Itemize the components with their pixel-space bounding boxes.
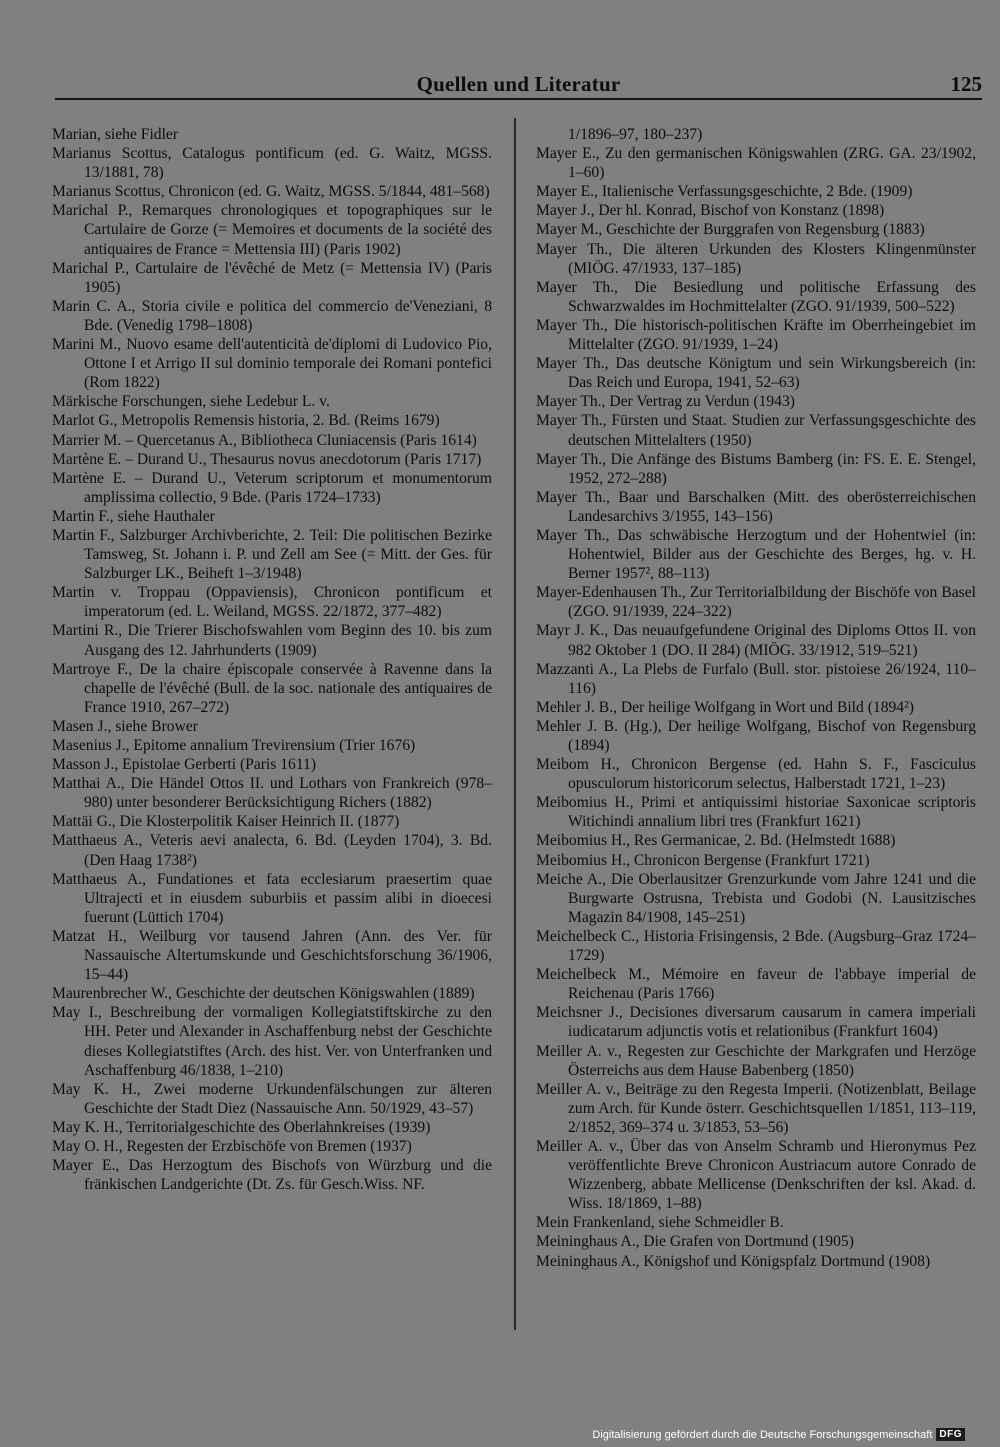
bibliography-entry: Martin F., siehe Hauthaler [52, 507, 215, 525]
bibliography-entry: Marichal P., Remarques chronologiques et topographiques sur le Cartulaire de Gorze (= Memoires et documents de la société des antiquaires de France = Mettensia III) (Paris 1902) [52, 202, 492, 258]
page-number: 125 [950, 72, 982, 96]
bibliography-entry: Meibomius H., Chronicon Bergense (Frankfurt 1721) [536, 851, 870, 869]
bibliography-entry: Meichsner J., Decisiones diversarum causarum in camera imperiali iudicatarum adjunctis votis et relationibus (Frankfurt 1604) [536, 1004, 976, 1041]
header-rule [55, 98, 982, 100]
bibliography-entry: Martène E. – Durand U., Veterum scriptorum et monumentorum amplissima collectio, 9 Bde. (Paris 1724–1733) [52, 469, 492, 506]
bibliography-entry: Meichelbeck M., Mémoire en faveur de l'abbaye imperial de Reichenau (Paris 1766) [536, 966, 976, 1003]
bibliography-entry: Martroye F., De la chaire épiscopale conservée à Ravenne dans la chapelle de l'évêché (Bull. de la soc. nationale des antiquaires de France 1910, 267–272) [52, 660, 492, 716]
bibliography-entry: Matthai A., Die Händel Ottos II. und Lothars von Frankreich (978–980) unter besonderer Berücksichtigung Richers (1882) [52, 775, 492, 812]
bibliography-entry: Martini R., Die Trierer Bischofswahlen vom Beginn des 10. bis zum Ausgang des 12. Jahrhunderts (1909) [52, 622, 492, 659]
bibliography-entry-continuation: 1/1896–97, 180–237) [568, 126, 703, 143]
bibliography-entry: Marian, siehe Fidler [52, 126, 179, 143]
dfg-logo: DFG [936, 1428, 965, 1441]
bibliography-entry: Marichal P., Cartulaire de l'évêché de Metz (= Mettensia IV) (Paris 1905) [52, 259, 492, 296]
bibliography-entry: Meibom H., Chronicon Bergense (ed. Hahn S. F., Fasciculus opusculorum historicorum selectus, Halberstadt 1721, 1–23) [536, 756, 976, 793]
column-divider [514, 118, 516, 1330]
left-column [52, 125, 492, 1194]
bibliography-entry: Marini M., Nuovo esame dell'autenticità de'diplomi di Ludovico Pio, Ottone I et Arrigo II sul dominio temporale dei Romani pontefici (Rom 1822) [52, 336, 492, 392]
page-header [55, 70, 982, 100]
bibliography-entry: Martène E. – Durand U., Thesaurus novus anecdotorum (Paris 1717) [52, 450, 482, 468]
bibliography-entry: Meiller A. v., Beiträge zu den Regesta Imperii. (Notizenblatt, Beilage zum Arch. für Kunde österr. Geschichtsquellen 1/1851, 113–119, 2/1852, 369–374 u. 3/1853, 53–56) [536, 1080, 976, 1136]
bibliography-entry: Mayer E., Italienische Verfassungsgeschichte, 2 Bde. (1909) [536, 183, 913, 201]
bibliography-entry: Meiche A., Die Oberlausitzer Grenzurkunde vom Jahre 1241 und die Burgwarte Ostrusna, Trebista und Godobi (N. Lausitzisches Magazin 84/1908, 145–251) [536, 870, 976, 926]
bibliography-entry: May K. H., Territorialgeschichte des Oberlahnkreises (1939) [52, 1118, 431, 1136]
bibliography-entry: Mayer E., Das Herzogtum des Bischofs von Würzburg und die fränkischen Landgerichte (Dt. Zs. für Gesch.Wiss. NF. [52, 1157, 492, 1194]
bibliography-entry: Mayer Th., Fürsten und Staat. Studien zur Verfassungsgeschichte des deutschen Mittelalters (1950) [536, 412, 976, 449]
bibliography-entry: Mayer Th., Die Besiedlung und politische Erfassung des Schwarzwaldes im Hochmittelalter (ZGO. 91/1939, 500–522) [536, 278, 976, 315]
bibliography-entry: Mayer J., Der hl. Konrad, Bischof von Konstanz (1898) [536, 202, 885, 220]
bibliography-entry: Meiller A. v., Regesten zur Geschichte der Markgrafen und Herzöge Österreichs aus dem Hause Babenberg (1850) [536, 1042, 976, 1079]
bibliography-entry: Matthaeus A., Fundationes et fata ecclesiarum praesertim quae Ultrajecti et in eiusdem suburbiis et passim alibi in dioecesi fuerunt (Lüttich 1704) [52, 870, 492, 926]
bibliography-entry: Matthaeus A., Veteris aevi analecta, 6. Bd. (Leyden 1704), 3. Bd. (Den Haag 1738²) [52, 832, 492, 869]
bibliography-entry: Meininghaus A., Königshof und Königspfalz Dortmund (1908) [536, 1252, 931, 1270]
bibliography-entry: Marrier M. – Quercetanus A., Bibliotheca Cluniacensis (Paris 1614) [52, 431, 477, 449]
bibliography-entry: Mayer Th., Das deutsche Königtum und sein Wirkungsbereich (in: Das Reich und Europa, 1941, 52–63) [536, 355, 976, 392]
bibliography-entry: Mehler J. B. (Hg.), Der heilige Wolfgang, Bischof von Regensburg (1894) [536, 717, 976, 754]
bibliography-entry: Mayer Th., Die älteren Urkunden des Klosters Klingenmünster (MIÖG. 47/1933, 137–185) [536, 240, 976, 277]
bibliography-entry: Meibomius H., Primi et antiquissimi historiae Saxonicae scriptoris Witichindi annalium libri tres (Frankfurt 1621) [536, 794, 976, 831]
bibliography-entry: Matzat H., Weilburg vor tausend Jahren (Ann. des Ver. für Nassauische Altertumskunde und Geschichtsforschung 36/1906, 15–44) [52, 927, 492, 984]
bibliography-entry: Mattäi G., Die Klosterpolitik Kaiser Heinrich II. (1877) [52, 813, 400, 831]
bibliography-entry: Maurenbrecher W., Geschichte der deutschen Königswahlen (1889) [52, 985, 475, 1003]
bibliography-entry: Marianus Scottus, Catalogus pontificum (ed. G. Waitz, MGSS. 13/1881, 78) [52, 145, 492, 182]
bibliography-entry: Mazzanti A., La Plebs de Furfalo (Bull. stor. pistoiese 26/1924, 110–116) [536, 660, 976, 697]
bibliography-entry: Mein Frankenland, siehe Schmeidler B. [536, 1214, 784, 1232]
bibliography-entry: Marlot G., Metropolis Remensis historia, 2. Bd. (Reims 1679) [52, 412, 440, 430]
bibliography-entry: Mehler J. B., Der heilige Wolfgang in Wort und Bild (1894²) [536, 698, 914, 716]
bibliography-entry: Meininghaus A., Die Grafen von Dortmund (1905) [536, 1233, 854, 1251]
running-title: Quellen und Literatur [416, 72, 621, 96]
bibliography-entry: Mayer Th., Baar und Barschalken (Mitt. des oberösterreichischen Landesarchivs 3/1955, 143–156) [536, 488, 976, 525]
footer [592, 1428, 965, 1441]
bibliography-entry: Mayer-Edenhausen Th., Zur Territorialbildung der Bischöfe von Basel (ZGO. 91/1939, 224–322) [536, 584, 976, 621]
bibliography-entry: Martin F., Salzburger Archivberichte, 2. Teil: Die politischen Bezirke Tamsweg, St. Johann i. P. und Zell am See (= Mitt. der Ges. für Salzburger LK., Beiheft 1–3/1948) [52, 526, 492, 583]
bibliography-entry: Marianus Scottus, Chronicon (ed. G. Waitz, MGSS. 5/1844, 481–568) [52, 183, 490, 201]
bibliography-entry: Marin C. A., Storia civile e politica del commercio de'Veneziani, 8 Bde. (Venedig 1798–1808) [52, 297, 492, 334]
bibliography-entry: Masenius J., Epitome annalium Trevirensium (Trier 1676) [52, 737, 416, 754]
bibliography-entry: Masson J., Epistolae Gerberti (Paris 1611) [52, 756, 317, 774]
funding-note: Digitalisierung gefördert durch die Deutsche Forschungsgemeinschaft [592, 1428, 933, 1441]
bibliography-entry: May O. H., Regesten der Erzbischöfe von Bremen (1937) [52, 1137, 412, 1155]
bibliography-entry: Mayer Th., Das schwäbische Herzogtum und der Hohentwiel (in: Hohentwiel, Bilder aus der Geschichte des Berges, hg. v. H. Berner 1957², 88–113) [536, 526, 976, 583]
bibliography-entry: Mayer Th., Die historisch-politischen Kräfte im Oberrheingebiet im Mittelalter (ZGO. 91/1939, 1–24) [536, 316, 976, 354]
bibliography-entry: Mayer Th., Der Vertrag zu Verdun (1943) [536, 393, 795, 411]
bibliography-entry: Martin v. Troppau (Oppaviensis), Chronicon pontificum et imperatorum (ed. L. Weiland, MGSS. 22/1872, 377–482) [52, 584, 492, 621]
bibliography-entry: Märkische Forschungen, siehe Ledebur L. v. [52, 393, 330, 411]
bibliography-entry: Mayer Th., Die Anfänge des Bistums Bamberg (in: FS. E. E. Stengel, 1952, 272–288) [536, 450, 976, 487]
bibliography-entry: Masen J., siehe Brower [52, 717, 198, 735]
bibliography-entry: May I., Beschreibung der vormaligen Kollegiatstiftskirche zu den HH. Peter und Alexander in Aschaffenburg nebst der Geschichte dieses Kollegiatstiftes (Arch. des hist. Ver. von Unterfranken und Aschaffenburg 46/1838, 1–210) [52, 1004, 492, 1079]
bibliography-entry: Meibomius H., Res Germanicae, 2. Bd. (Helmstedt 1688) [536, 832, 896, 850]
bibliography-entry: Mayr J. K., Das neuaufgefundene Original des Diploms Ottos II. von 982 Oktober 1 (DO. II 284) (MIÖG. 33/1912, 519–521) [536, 622, 976, 659]
right-column [536, 125, 976, 1271]
bibliography-entry: May K. H., Zwei moderne Urkundenfälschungen zur älteren Geschichte der Stadt Diez (Nassauische Ann. 50/1929, 43–57) [52, 1080, 492, 1117]
bibliography-entry: Mayer E., Zu den germanischen Königswahlen (ZRG. GA. 23/1902, 1–60) [536, 145, 976, 182]
bibliography-entry: Meiller A. v., Über das von Anselm Schramb und Hieronymus Pez veröffentlichte Breve Chronicon Austriacum autore Conrado de Wizzenberg, abbate Mellicense (Denkschriften der ksl. Akad. d. Wiss. 18/1869, 1–88) [536, 1137, 976, 1213]
bibliography-entry: Meichelbeck C., Historia Frisingensis, 2 Bde. (Augsburg–Graz 1724–1729) [536, 927, 976, 965]
bibliography-entry: Mayer M., Geschichte der Burggrafen von Regensburg (1883) [536, 221, 925, 239]
